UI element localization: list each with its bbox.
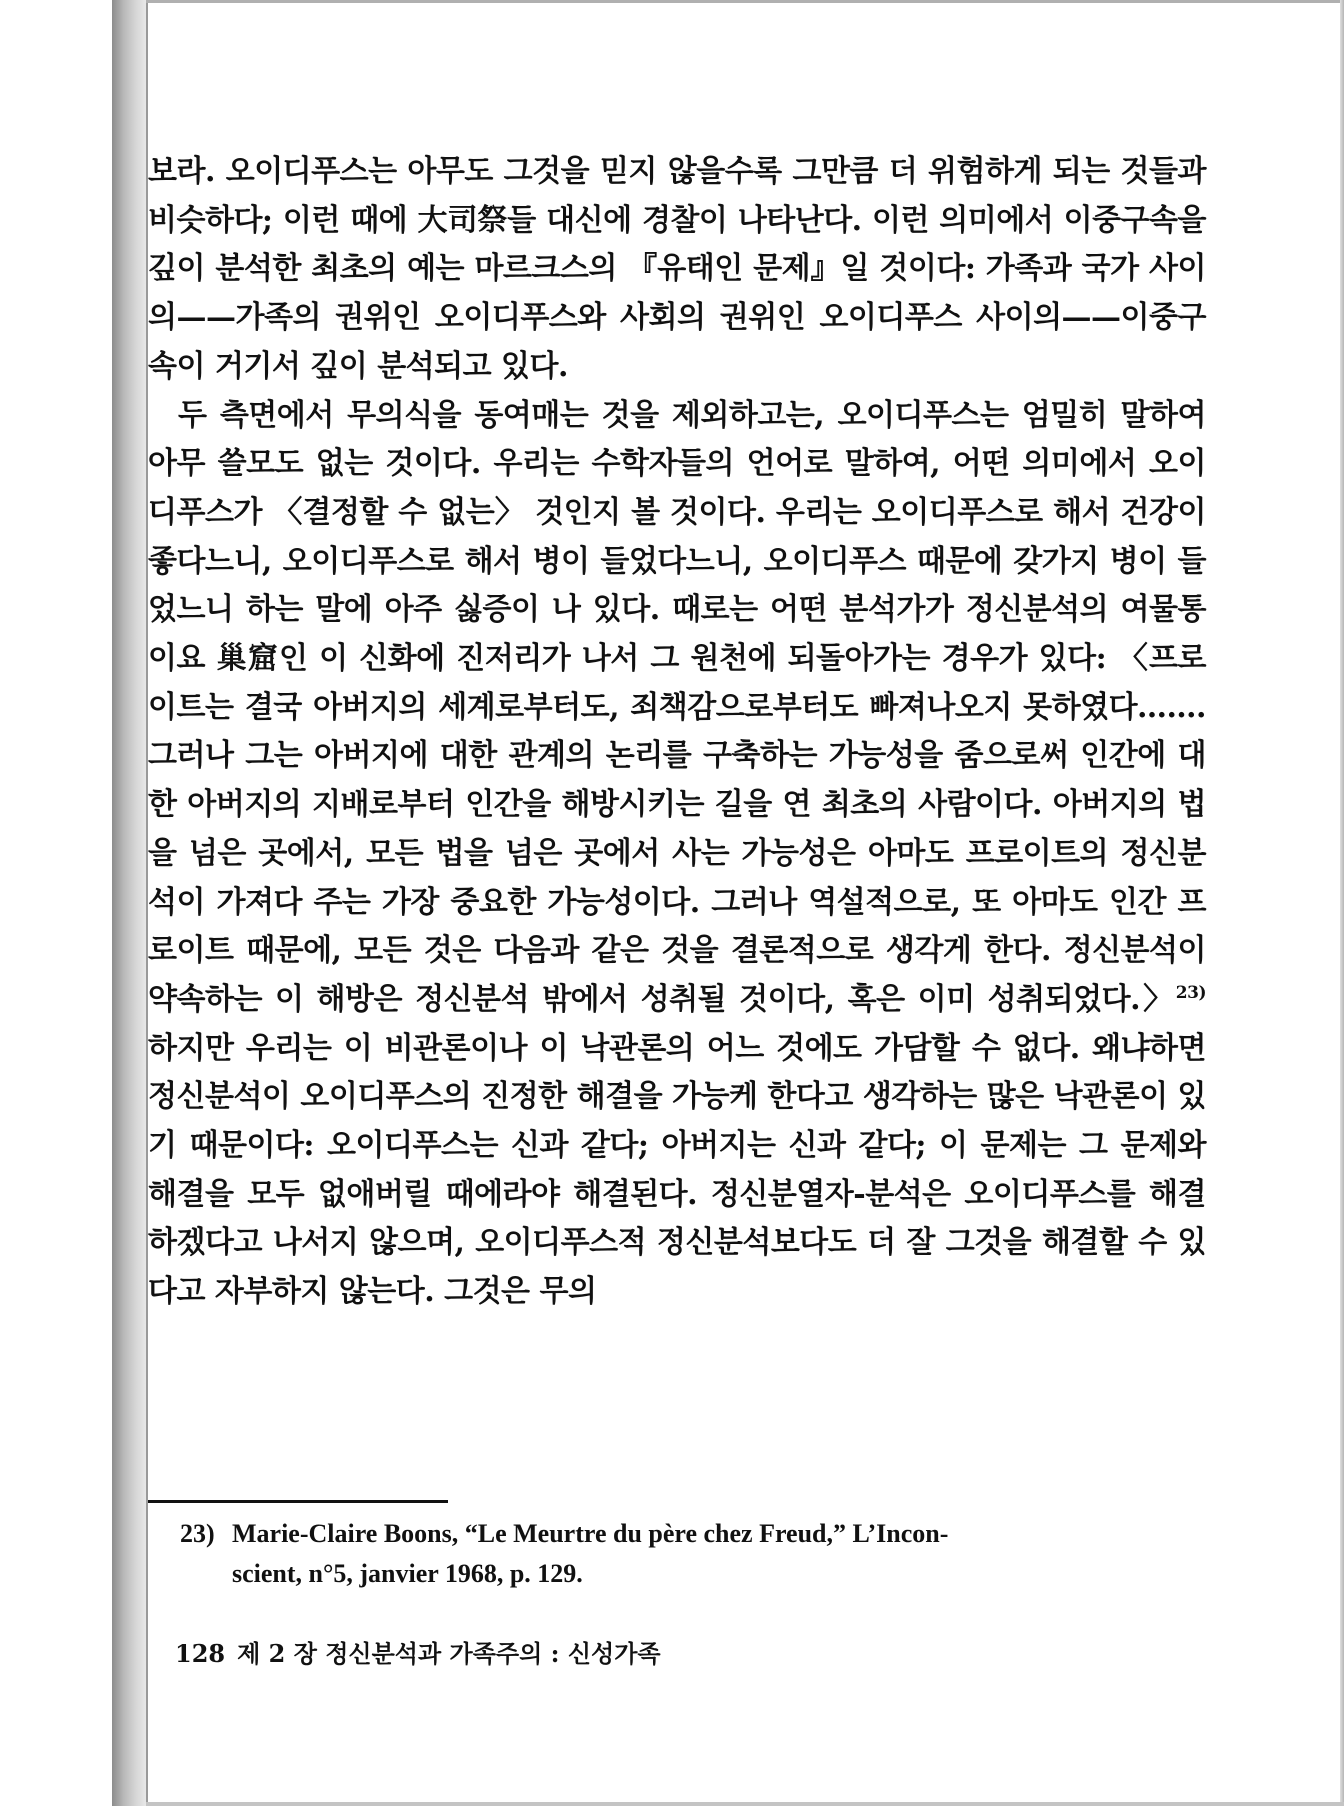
footnote-number: 23) [180, 1519, 215, 1548]
footnote-citation-line-2: scient, n°5, janvier 1968, p. 129. [232, 1559, 583, 1588]
footnote-line-1 [180, 1514, 1210, 1554]
paragraph-2-text: 두 측면에서 무의식을 동여매는 것을 제외하고는, 오이디푸스는 엄밀히 말하여 아무 쓸모도 없는 것이다. 우리는 수학자들의 언어로 말하여, 어떤 의미에서 오이디푸스가 〈결정할 수 없는〉 것인지 볼 것이다. 우리는 오이디푸스로 해서 건강이 좋다느니, 오이디푸스로 해서 병이 들었다느니, 오이디푸스 때문에 갖가지 병이 들었느니 하는 말에 아주 싫증이 나 있다. 때로는 어떤 분석가가 정신분석의 여물통이요 巢窟인 이 신화에 진저리가 나서 그 원천에 되돌아가는 경우가 있다: 〈프로이트는 결국 아버지의 세계로부터도, 죄책감으로부터도 빠져나오지 못하였다……. 그러나 그는 아버지에 대한 관계의 논리를 구축하는 가능성을 줌으로써 인간에 대한 아버지의 지배로부터 인간을 해방시키는 길을 연 최초의 사람이다. 아버지의 법을 넘은 곳에서, 모든 법을 넘은 곳에서 사는 가능성은 아마도 프로이트의 정신분석이 가져다 주는 가장 중요한 가능성이다. 그러나 역설적으로, 또 아마도 인간 프로이트 때문에, 모든 것은 다음과 같은 것을 결론적으로 생각게 한다. 정신분석이 약속하는 이 해방은 정신분석 밖에서 성취될 것이다, 혹은 이미 성취되었다.〉 [148, 397, 1206, 1017]
paragraph-2 [148, 392, 1206, 1317]
paragraph-1: 보라. 오이디푸스는 아무도 그것을 믿지 않을수록 그만큼 더 위험하게 되는 것들과 비슷하다; 이런 때에 大司祭들 대신에 경찰이 나타난다. 이런 의미에서 이중구속을 깊이 분석한 최초의 예는 마르크스의 『유태인 문제』일 것이다: 가족과 국가 사이의——가족의 권위인 오이디푸스와 사회의 권위인 오이디푸스 사이의——이중구속이 거기서 깊이 분석되고 있다. [148, 154, 1206, 384]
page-footer [175, 1634, 661, 1669]
body-text [148, 148, 1206, 1317]
paragraph-2-continuation: 하지만 우리는 이 비관론이나 이 낙관론의 어느 것에도 가담할 수 없다. 왜냐하면 정신분석이 오이디푸스의 진정한 해결을 가능케 한다고 생각하는 많은 낙관론이 있기 때문이다: 오이디푸스는 신과 같다; 아버지는 신과 같다; 이 문제는 그 문제와 해결을 모두 없애버릴 때에라야 해결된다. 정신분열자-분석은 오이디푸스를 해결하겠다고 나서지 않으며, 오이디푸스적 정신분석보다도 더 잘 그것을 해결할 수 있다고 자부하지 않는다. 그것은 무의 [148, 1030, 1206, 1310]
running-head: 제 2 장 정신분석과 가족주의 : 신성가족 [237, 1639, 661, 1668]
book-spine [112, 0, 146, 1806]
footnote [180, 1514, 1210, 1594]
footnote-marker: 23) [1175, 982, 1206, 1003]
page-number: 128 [175, 1639, 226, 1668]
footnote-divider [148, 1500, 448, 1503]
bottom-page-edge [146, 1802, 1344, 1806]
right-page-edge [1340, 0, 1344, 1806]
footnote-citation-line-1: Marie-Claire Boons, “Le Meurtre du père chez Freud,” L’Incon- [232, 1519, 949, 1548]
